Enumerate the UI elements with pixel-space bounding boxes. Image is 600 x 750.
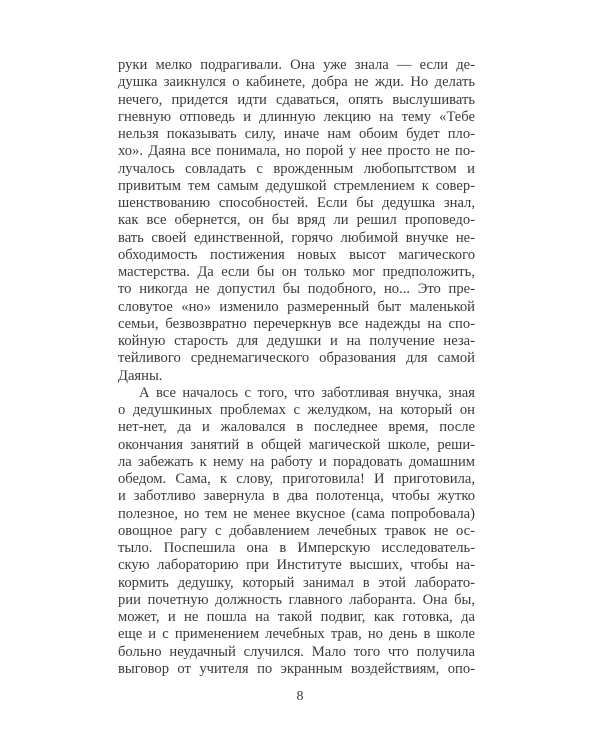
text-line: еще и с применением лечебных трав, но день в школе [118,626,475,643]
text-line: больно неудачный случился. Мало того что получила [118,643,475,660]
text-line: и заботливо завернула в два полотенца, чтобы жутко [118,488,475,505]
text-line: вать своей единственной, горячо любимой внучке не- [118,229,475,246]
text-line: хо». Даяна все понимала, но порой у нее просто не по- [118,143,475,160]
text-line: ла забежать к нему на работу и порадовать домашним [118,453,475,470]
text-line: обходимость постижения новых высот магического [118,246,475,263]
page-body [118,57,475,678]
text-line: привитым тем самым дедушкой стремлением к совер- [118,177,475,194]
text-line: обедом. Сама, к слову, приготовила! И приготовила, [118,471,475,487]
text-line: нет-нет, да и жаловался в последнее время, после [118,419,475,436]
text-line: скую лабораторию при Институте высших, чтобы на- [118,557,475,574]
text-line: может, и не пошла на такой подвиг, как готовка, да [118,609,475,625]
page-number: 8 [296,689,304,704]
text-line: А все началось с того, что заботливая внучка, зная [139,384,475,401]
text-line: шенствованию способностей. Если бы дедушка знал, [118,195,475,211]
text-line: койную старость для дедушки и на получение неза- [118,333,475,349]
text-line: о дедушкиных проблемах с желудком, на который он [118,402,475,418]
text-line: рии почетную должность главного лаборанта. Она бы, [118,591,475,608]
text-line: лучалось совладать с врожденным любопытством и [118,160,475,177]
text-line: словутое «но» изменило размеренный быт маленькой [118,298,475,315]
text-line: овощное рагу с добавлением лечебных травок не ос- [118,522,475,539]
text-line: душка заикнулся о кабинете, добра не жди. Но делать [118,74,475,91]
text-line: руки мелко подрагивали. Она уже знала — если де- [118,57,475,73]
text-line: выговор от учителя по экранным воздействиям, опо- [118,660,475,677]
text-line: тыло. Поспешила она в Имперскую исследователь- [118,540,475,556]
text-line: кормить дедушку, который занимал в этой лаборато- [118,574,475,591]
text-line: окончания занятий в общей магической школе, реши- [118,436,475,453]
text-line: то никогда не допустил бы подобного, но... Это пре- [118,281,475,298]
text-line: гневную отповедь и длинную лекцию на тему «Тебе [118,108,475,125]
text-line: семьи, безвозвратно перечеркнув все надежды на спо- [118,315,475,332]
text-line: тейливого среднемагического образования для самой [118,350,475,367]
text-line: нельзя показывать силу, иначе нам обоим будет пло- [118,126,475,142]
text-line: полезное, но тем не менее вкусное (сама попробовала) [118,505,475,522]
text-line: нечего, придется идти сдаваться, опять выслушивать [118,91,475,108]
text-line: как все обернется, он бы вряд ли решил проповедо- [118,212,475,229]
text-line: мастерства. Да если бы он только мог предположить, [118,264,475,280]
text-line: Даяны. [118,367,163,384]
